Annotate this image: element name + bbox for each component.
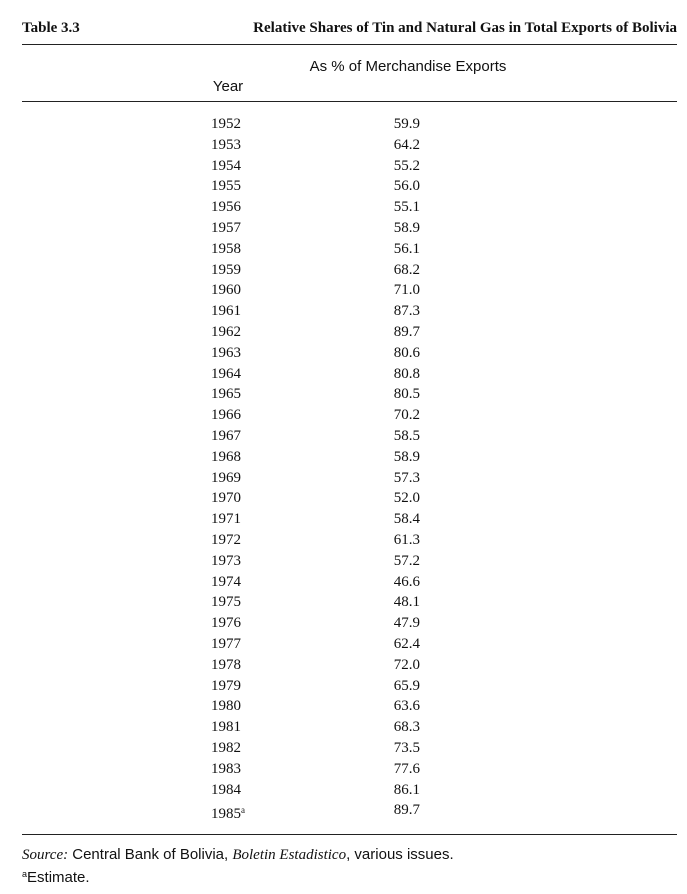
table-title: Relative Shares of Tin and Natural Gas in Total Exports of Bolivia bbox=[253, 20, 677, 36]
year-cell bbox=[211, 759, 271, 780]
year-cell bbox=[211, 738, 271, 759]
share-cell: 64.2 bbox=[393, 136, 420, 153]
table-row bbox=[0, 676, 687, 697]
share-cell: 89.7 bbox=[393, 324, 420, 340]
table-row bbox=[0, 530, 687, 551]
year-cell bbox=[211, 530, 271, 551]
estimate-mark: a bbox=[241, 805, 245, 816]
year-cell bbox=[211, 197, 271, 218]
share-cell: 52.0 bbox=[393, 490, 420, 507]
year-value: 1977 bbox=[211, 636, 241, 652]
table-row bbox=[0, 488, 687, 509]
year-value: 1966 bbox=[211, 407, 241, 424]
table-row bbox=[0, 197, 687, 218]
header-rule bbox=[22, 101, 677, 102]
year-cell bbox=[211, 114, 271, 135]
year-value: 1970 bbox=[211, 490, 241, 507]
year-cell bbox=[211, 634, 271, 655]
share-cell: 57.3 bbox=[393, 469, 420, 486]
share-cell: 63.6 bbox=[393, 698, 420, 715]
share-cell: 73.5 bbox=[393, 740, 420, 756]
year-value: 1961 bbox=[211, 303, 241, 320]
share-cell: 55.2 bbox=[393, 157, 420, 174]
year-cell bbox=[211, 156, 271, 177]
year-column-header: Year bbox=[212, 78, 244, 95]
year-value: 1974 bbox=[211, 573, 241, 590]
table-row bbox=[0, 114, 687, 135]
year-value: 1956 bbox=[211, 199, 241, 216]
share-cell: 72.0 bbox=[393, 656, 420, 673]
footnote-mark: a bbox=[22, 869, 28, 879]
table-row bbox=[0, 447, 687, 468]
year-cell bbox=[211, 509, 271, 530]
table-row bbox=[0, 468, 687, 489]
share-cell: 80.8 bbox=[393, 365, 420, 382]
table-row bbox=[0, 426, 687, 447]
table-row bbox=[0, 759, 687, 780]
year-value: 1955 bbox=[211, 178, 241, 195]
table-header bbox=[22, 20, 677, 40]
year-value: 1973 bbox=[211, 552, 241, 569]
year-cell bbox=[211, 260, 271, 281]
year-cell bbox=[211, 780, 271, 801]
year-value: 1953 bbox=[211, 136, 241, 153]
table-row bbox=[0, 551, 687, 572]
share-cell: 80.5 bbox=[393, 386, 420, 403]
share-cell: 55.1 bbox=[393, 199, 420, 216]
table-row bbox=[0, 634, 687, 655]
share-cell: 77.6 bbox=[393, 760, 420, 777]
year-cell bbox=[211, 488, 271, 509]
share-column-header: As % of Merchandise Exports bbox=[309, 58, 507, 75]
year-cell bbox=[211, 426, 271, 447]
share-cell: 68.3 bbox=[393, 719, 420, 736]
year-value: 1984 bbox=[211, 781, 241, 798]
share-cell: 89.7 bbox=[393, 802, 420, 819]
year-cell bbox=[211, 717, 271, 738]
source-note bbox=[22, 846, 454, 864]
table-row bbox=[0, 239, 687, 260]
source-text-post: , various issues. bbox=[346, 846, 454, 863]
year-cell bbox=[211, 696, 271, 717]
year-cell bbox=[211, 655, 271, 676]
year-value: 1982 bbox=[211, 740, 241, 756]
table-number: Table 3.3 bbox=[22, 20, 80, 36]
year-value: 1963 bbox=[211, 344, 241, 361]
table-row bbox=[0, 301, 687, 322]
year-value: 1964 bbox=[211, 365, 241, 382]
share-cell: 70.2 bbox=[393, 407, 420, 424]
table-row bbox=[0, 738, 687, 759]
share-cell: 58.4 bbox=[393, 511, 420, 528]
year-cell bbox=[211, 613, 271, 634]
table-row bbox=[0, 509, 687, 530]
share-cell: 47.9 bbox=[393, 615, 420, 632]
table-row bbox=[0, 364, 687, 385]
year-value: 1967 bbox=[211, 428, 241, 444]
year-value: 1981 bbox=[211, 719, 241, 736]
share-cell: 59.9 bbox=[393, 116, 420, 132]
year-cell bbox=[211, 551, 271, 572]
year-value: 1978 bbox=[211, 656, 241, 673]
year-cell bbox=[211, 468, 271, 489]
table-row bbox=[0, 572, 687, 593]
share-cell: 58.9 bbox=[393, 448, 420, 465]
share-cell: 80.6 bbox=[393, 344, 420, 361]
year-cell bbox=[211, 384, 271, 405]
year-cell bbox=[211, 280, 271, 301]
table-row bbox=[0, 800, 687, 821]
year-value: 1983 bbox=[211, 760, 241, 777]
year-value: 1965 bbox=[211, 386, 241, 403]
year-cell bbox=[211, 343, 271, 364]
year-cell bbox=[211, 405, 271, 426]
share-cell: 58.5 bbox=[393, 428, 420, 444]
year-cell bbox=[211, 800, 271, 825]
year-value: 1957 bbox=[211, 220, 241, 236]
share-cell: 57.2 bbox=[393, 552, 420, 569]
year-cell bbox=[211, 176, 271, 197]
table-row bbox=[0, 717, 687, 738]
share-cell: 65.9 bbox=[393, 677, 420, 694]
year-value: 1954 bbox=[211, 157, 241, 174]
year-cell bbox=[211, 322, 271, 343]
year-value: 1960 bbox=[211, 282, 241, 299]
year-value: 1971 bbox=[211, 511, 241, 528]
table-row bbox=[0, 613, 687, 634]
year-cell bbox=[211, 592, 271, 613]
share-cell: 62.4 bbox=[393, 636, 420, 652]
year-value: 1972 bbox=[211, 532, 241, 548]
year-value: 1959 bbox=[211, 261, 241, 278]
table-row bbox=[0, 384, 687, 405]
year-cell bbox=[211, 447, 271, 468]
table-row bbox=[0, 280, 687, 301]
footnote-text: Estimate. bbox=[27, 869, 90, 886]
year-value: 1962 bbox=[211, 324, 241, 340]
year-value: 1958 bbox=[211, 240, 241, 257]
share-cell: 68.2 bbox=[393, 261, 420, 278]
share-cell: 86.1 bbox=[393, 781, 420, 798]
table-row bbox=[0, 322, 687, 343]
year-value: 1985 bbox=[211, 806, 241, 823]
table-row bbox=[0, 343, 687, 364]
table-row bbox=[0, 135, 687, 156]
year-value: 1975 bbox=[211, 594, 241, 611]
share-cell: 48.1 bbox=[393, 594, 420, 611]
table-row bbox=[0, 218, 687, 239]
year-cell bbox=[211, 301, 271, 322]
share-cell: 58.9 bbox=[393, 220, 420, 236]
table-row bbox=[0, 156, 687, 177]
share-cell: 87.3 bbox=[393, 303, 420, 320]
year-value: 1979 bbox=[211, 677, 241, 694]
table-row bbox=[0, 592, 687, 613]
table-row bbox=[0, 260, 687, 281]
share-cell: 56.1 bbox=[393, 240, 420, 257]
share-cell: 56.0 bbox=[393, 178, 420, 195]
footnote bbox=[22, 869, 90, 886]
year-value: 1952 bbox=[211, 116, 241, 132]
year-value: 1968 bbox=[211, 448, 241, 465]
table-row bbox=[0, 405, 687, 426]
year-value: 1976 bbox=[211, 615, 241, 632]
share-cell: 71.0 bbox=[393, 282, 420, 299]
bottom-rule bbox=[22, 834, 677, 835]
table-row bbox=[0, 655, 687, 676]
year-cell bbox=[211, 218, 271, 239]
source-label: Source: bbox=[22, 847, 69, 863]
year-cell bbox=[211, 364, 271, 385]
year-cell bbox=[211, 135, 271, 156]
year-value: 1969 bbox=[211, 469, 241, 486]
table-row bbox=[0, 696, 687, 717]
source-publication: Boletin Estadistico bbox=[232, 847, 347, 863]
table-row bbox=[0, 176, 687, 197]
year-cell bbox=[211, 239, 271, 260]
source-text-pre: Central Bank of Bolivia, bbox=[68, 846, 233, 863]
year-cell bbox=[211, 572, 271, 593]
year-cell bbox=[211, 676, 271, 697]
share-cell: 46.6 bbox=[393, 573, 420, 590]
top-rule bbox=[22, 44, 677, 45]
table-row bbox=[0, 780, 687, 801]
share-cell: 61.3 bbox=[393, 532, 420, 548]
year-value: 1980 bbox=[211, 698, 241, 715]
